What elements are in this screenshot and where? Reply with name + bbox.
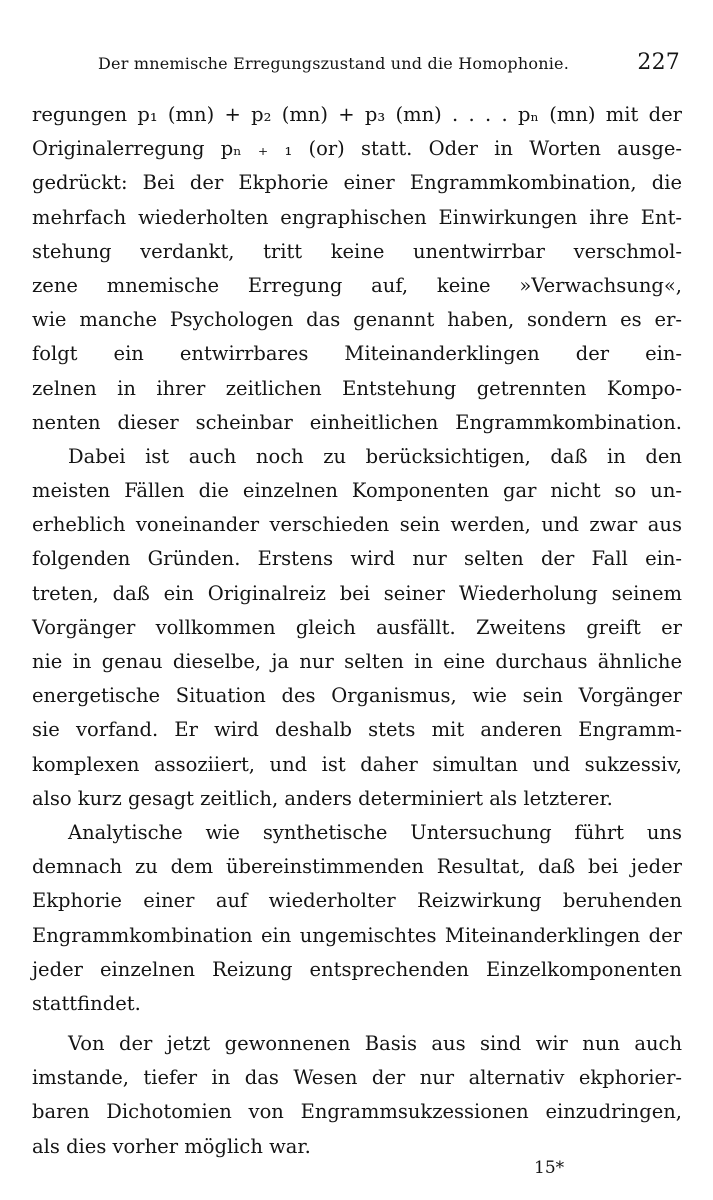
signature-mark: 15* xyxy=(534,1158,565,1178)
paragraph xyxy=(32,1027,682,1164)
paragraph xyxy=(32,816,682,1021)
text-line: als dies vorher möglich war. xyxy=(32,1134,311,1158)
text-line: stattfindet. xyxy=(32,991,141,1015)
text-line: komplexen assoziiert, und ist daher simultan und sukzessiv, xyxy=(32,752,682,776)
text-line: treten, daß ein Originalreiz bei seiner Wiederholung seinem xyxy=(32,581,682,605)
text-line: Engrammkombination ein ungemischtes Miteinanderklingen der xyxy=(32,923,682,947)
text-line: sie vorfand. Er wird deshalb stets mit anderen Engramm- xyxy=(32,718,682,742)
text-line: stehung verdankt, tritt keine unentwirrbar verschmol- xyxy=(32,239,682,263)
text-line: folgenden Gründen. Erstens wird nur selten der Fall ein- xyxy=(32,547,682,571)
text-line: erheblich voneinander verschieden sein werden, und zwar aus xyxy=(32,513,682,537)
page-number: 227 xyxy=(637,50,680,75)
text-line: energetische Situation des Organismus, wie sein Vorgänger xyxy=(32,684,682,708)
text-line: wie manche Psychologen das genannt haben, sondern es er- xyxy=(32,308,682,332)
body-text xyxy=(32,98,682,1164)
text-line: meisten Fällen die einzelnen Komponenten gar nicht so un- xyxy=(32,479,682,503)
text-line: Originalerregung pₙ ₊ ₁ (or) statt. Oder in Worten ausge- xyxy=(32,137,682,161)
text-line: nenten dieser scheinbar einheitlichen Engrammkombination. xyxy=(32,410,682,434)
text-line: Ekphorie einer auf wiederholter Reizwirkung beruhenden xyxy=(32,889,682,913)
text-line: gedrückt: Bei der Ekphorie einer Engrammkombination, die xyxy=(32,171,682,195)
paragraph xyxy=(32,98,682,440)
text-line: Dabei ist auch noch zu berücksichtigen, daß in den xyxy=(68,444,682,468)
header-title: Der mnemische Erregungszustand und die Homophonie. xyxy=(98,54,569,73)
text-line: also kurz gesagt zeitlich, anders determiniert als letzterer. xyxy=(32,786,613,810)
text-line: jeder einzelnen Reizung entsprechenden Einzelkomponenten xyxy=(32,957,682,981)
text-line: Analytische wie synthetische Untersuchung führt uns xyxy=(68,820,682,844)
text-line: zene mnemische Erregung auf, keine »Verwachsung«, xyxy=(32,273,682,297)
paragraph xyxy=(32,440,682,816)
text-line: regungen p₁ (mn) + p₂ (mn) + p₃ (mn) . . . . pₙ (mn) mit der xyxy=(32,103,682,126)
text-line: Von der jetzt gewonnenen Basis aus sind wir nun auch xyxy=(68,1032,682,1056)
text-line: zelnen in ihrer zeitlichen Entstehung getrennten Kompo- xyxy=(32,376,682,400)
text-line: baren Dichotomien von Engrammsukzessionen einzudringen, xyxy=(32,1100,682,1124)
text-line: imstande, tiefer in das Wesen der nur alternativ ekphorier- xyxy=(32,1066,682,1090)
text-line: nie in genau dieselbe, ja nur selten in eine durchaus ähnliche xyxy=(32,650,682,673)
text-line: folgt ein entwirrbares Miteinanderklingen der ein- xyxy=(32,342,682,366)
text-line: demnach zu dem übereinstimmenden Resultat, daß bei jeder xyxy=(32,855,682,879)
text-line: Vorgänger vollkommen gleich ausfällt. Zweitens greift er xyxy=(32,615,682,639)
text-line: mehrfach wiederholten engraphischen Einwirkungen ihre Ent- xyxy=(32,205,682,229)
